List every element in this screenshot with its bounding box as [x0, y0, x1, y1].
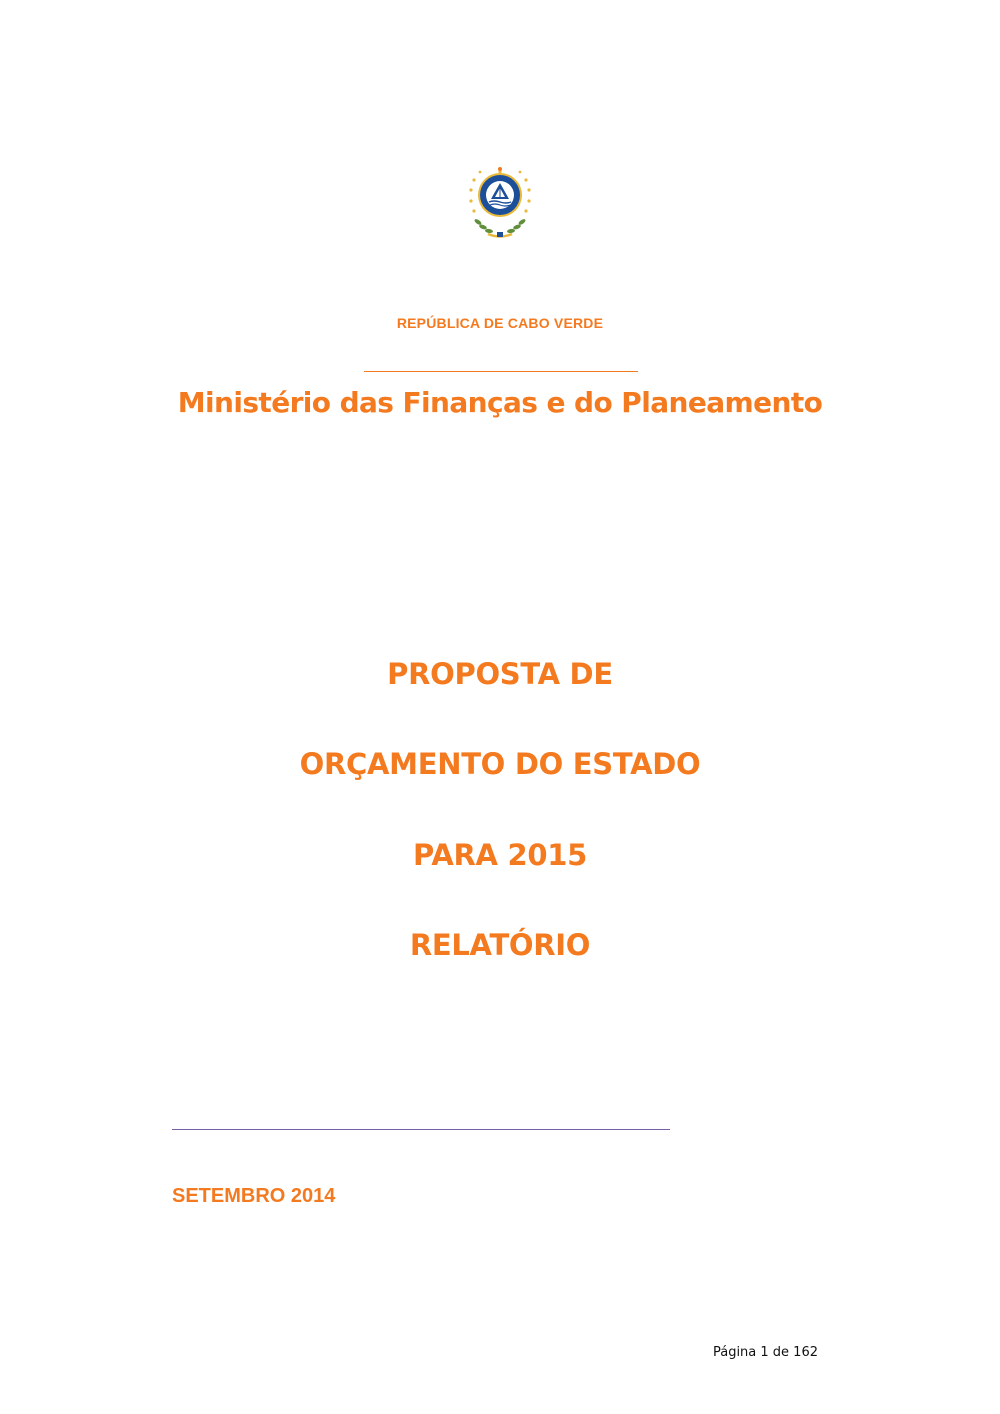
document-title-line-1: PROPOSTA DE	[387, 657, 613, 691]
cabo-verde-coat-of-arms-icon	[466, 166, 534, 240]
publication-date: SETEMBRO 2014	[172, 1185, 336, 1207]
ministry-heading: Ministério das Finanças e do Planeamento	[177, 386, 823, 419]
document-title-line-4: RELATÓRIO	[409, 928, 591, 962]
document-title-line-2: ORÇAMENTO DO ESTADO	[299, 747, 701, 781]
header-divider	[364, 371, 638, 372]
republic-heading: REPÚBLICA DE CABO VERDE	[396, 315, 604, 331]
footer-divider	[172, 1129, 670, 1130]
document-title-line-3: PARA 2015	[413, 838, 587, 872]
page-number: Página 1 de 162	[712, 1345, 818, 1360]
